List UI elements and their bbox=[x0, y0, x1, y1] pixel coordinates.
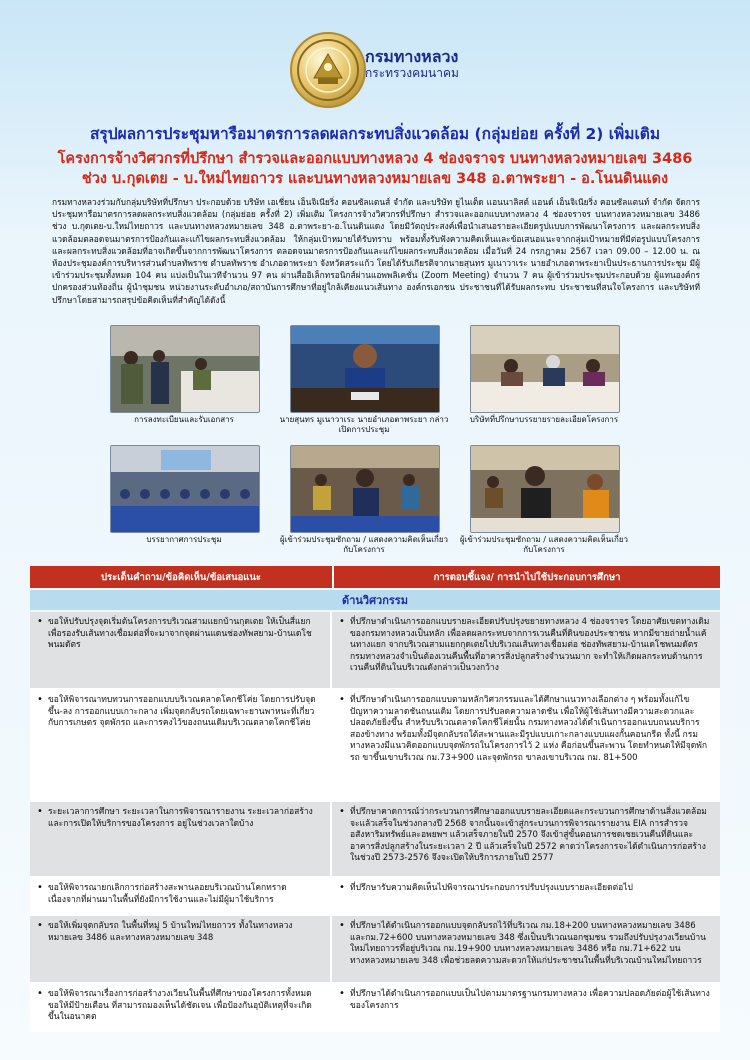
intro-paragraph: กรมทางหลวงร่วมกับกลุ่มบริษัทที่ปรึกษา ประกอบด้วย บริษัท เอเชี่ยน เอ็นจิเนียริ่ง คอนซัลแตนส์ จำกัด และบริษัท ยูไนเต็ด แอนนาลิสต์ แอนด์ เอ็นจิเนียริ่ง คอนซัลแตนท์ จำกัด จัดการประชุมหารือมาตรการลดผลกระทบสิ่งแวดล้อม (กลุ่มย่อย ครั้งที่ 2) เพิ่มเติม โครงการจ้างวิศวกรที่ปรึกษา สำรวจและออกแบบทางหลวง 4 ช่องจราจร บนทางหลวงหมายเลข 3486 ช่วง บ.กุดเตย-บ.ใหม่ไทยถาวร และบนทางหลวงหมายเลข 348 อ.ตาพระยา-อ.โนนดินแดง โดยมีวัตถุประสงค์เพื่อนำเสนอรายละเอียดรูปแบบการพัฒนาโครงการ และผลกระทบสิ่งแวดล้อมตลอดจนมาตรการป้องกันและแก้ไขผลกระทบสิ่งแวดล้อม ให้กลุ่มเป้าหมายได้รับทราบ พร้อมทั้งรับฟังความคิดเห็นและข้อเสนอแนะจากกลุ่มเป้าหมายที่มีต่อรูปแบบโครงการและผลกระทบสิ่งแวดล้อมที่อาจเกิดขึ้นจากการพัฒนาโครงการ ตลอดจนมาตรการป้องกันและแก้ไขผลกระทบสิ่งแวดล้อม เมื่อวันที่ 24 กรกฎาคม 2567 เวลา 09.00 – 12.00 น. ณ ห้องประชุมองค์การบริหารส่วนตำบลทัพราช ตำบลทัพราช อำเภอตาพระยา จังหวัดสระแก้ว โดยได้รับเกียรติจากนายสุนทร มูเนาวาเระ นายอำเภอตาพระยาเป็นประธานการประชุม มีผู้เข้าร่วมประชุมทั้งหมด 104 คน แบ่งเป็นในเวทีจำนวน 97 คน ผ่านสื่ออิเล็กทรอนิกส์ผ่านแอพพลิเคชั่น (Zoom Meeting) จำนวน 7 คน ผู้เข้าร่วมประชุมประกอบด้วย ผู้แทนองค์กรปกครองส่วนท้องถิ่น ผู้นำชุมชน หน่วยงานระดับอำเภอ/สถาบันการศึกษาที่อยู่ใกล้เคียงแนวเส้นทาง องค์กรเอกชน ประชาชนที่ได้รับผลกระทบ ประชาชนที่สนใจโครงการ และบริษัทที่ปรึกษาโดยสามารถสรุปข้อคิดเห็นที่สำคัญได้ดังนี้ bbox=[52, 197, 700, 305]
response-cell: • ที่ปรึกษาดำเนินการออกแบบรายละเอียดปรับปรุงขยายทางหลวง 4 ช่องจราจร โดยอาศัยเขตทางเดิมของกรมทางหลวงเป็นหลัก เพื่อลดผลกระทบจากการเวนคืนที่ดินของประชาชน หากมีขายถ่ายน้ำเเค้นทางแยก จากบริเวณสามแยกกุดเตยไปบริเวณเส้นทางเชื่อมต่อ ช่องทัพสยาม-บ้านเดโชพนมดัตร กรมทางหลวงจำเป็นต้องเวนคืนพื้นที่อาคารสิ่งปลูกสร้างจำนวนมาก จะทำให้เกิดผลกระทบด้านการเวนคืนที่ดินในบริเวณดังกล่าวเป็นวงกว้าง bbox=[332, 612, 720, 688]
response-cell: • ที่ปรึกษาคาดการณ์ว่ากระบวนการศึกษาออกแบบรายละเอียดและกระบวนการศึกษาด้านสิ่งแวดล้อมจะแล้วเสร็จในช่วงกลางปี 2568 จากนั้นจะเข้าสู่กระบวนการพิจารณารายงาน EIA การสำรวจอสังหาริมทรัพย์และอพยพฯ แล้วเสร็จภายในปี 2570 จึงเข้าสู่ขั้นตอนการชดเชยเวนคืนที่ดินและอาคารสิ่งปลูกสร้างในระยะเวลา 2 ปี แล้วเสร็จในปี 2572 คาดว่าโครงการจะได้ดำเนินการก่อสร้างในช่วงปี 2573-2576 จึงจะเปิดให้บริการภายในปี 2577 bbox=[332, 802, 720, 876]
comments-table bbox=[30, 566, 720, 1032]
photo-caption: ผู้เข้าร่วมประชุมซักถาม / แสดงความคิดเห็นเกี่ยวกับโครงการ bbox=[459, 535, 628, 554]
table-row bbox=[30, 982, 720, 1032]
subtitle-line-2: ช่วง บ.กุดเตย - บ.ใหม่ไทยถาวร และบนทางหลวงหมายเลข 348 อ.ตาพระยา - อ.โนนดินแดง bbox=[81, 171, 669, 187]
header-questions: ประเด็นคำถาม/ข้อคิดเห็น/ข้อเสนอแนะ bbox=[30, 566, 334, 588]
question-cell: • ขอให้พิจารณาเรื่องการก่อสร้างวงเวียนในพื้นที่ศึกษาของโครงการทั้งหมด ขอให้มีป้ายเตือน ที่สามารถมองเห็นได้ชัดเจน เพื่อป้องกันอุบัติเหตุที่จะเกิดขึ้นในอนาคต bbox=[30, 984, 332, 1032]
photo-chairperson bbox=[290, 325, 440, 413]
photo-caption: นายสุนทร มูเนาวาเระ นายอำเภอตาพระยา กล่าวเปิดการประชุม bbox=[279, 415, 449, 434]
photo-caption: บรรยากาศการประชุม bbox=[146, 535, 222, 544]
question-cell: • ขอให้พิจารณาทบทวนการออกแบบบริเวณตลาดโคกชีโค่ย โดยการปรับจุดขึ้น-ลง การออกแบบเกาะกลาง เพิ่มจุดกลับรถโดยเฉพาะยานพาหนะที่เกี่ยวกับการเกษตร จุดพักรถ และการคงไว้ของถนนเดิมบริเวณตลาดโคกชีโค่ย bbox=[30, 690, 332, 800]
photo-meeting-atmosphere bbox=[110, 445, 260, 533]
subtitle-line-1: โครงการจ้างวิศวกรที่ปรึกษา สำรวจและออกแบบทางหลวง 4 ช่องจราจร บนทางหลวงหมายเลข 3486 bbox=[57, 151, 693, 167]
org-name: กรมทางหลวง bbox=[365, 47, 459, 66]
photo-participants-question-2 bbox=[470, 445, 620, 533]
photo-caption: บริษัทที่ปรึกษาบรรยายรายละเอียดโครงการ bbox=[469, 415, 619, 424]
organization-name bbox=[365, 48, 459, 81]
table-row bbox=[30, 876, 720, 914]
table-header bbox=[30, 566, 720, 588]
table-row bbox=[30, 914, 720, 982]
section-engineering: ด้านวิศวกรรม bbox=[30, 590, 720, 610]
photo-participants-question-1 bbox=[290, 445, 440, 533]
photo-caption: ผู้เข้าร่วมประชุมซักถาม / แสดงความคิดเห็นเกี่ยวกับโครงการ bbox=[279, 535, 448, 554]
photo-gallery bbox=[110, 325, 630, 565]
response-cell: • ที่ปรึกษาดำเนินการออกแบบตามหลักวิศวกรรมและได้ศึกษาแนวทางเลือกต่าง ๆ พร้อมทั้งแก้ไขปัญหาความลาดชันถนนเดิม โดยการปรับลดความลาดชัน เพื่อให้ผู้ใช้เส้นทางมีความสะดวกและปลอดภัยยิ่งขึ้น สำหรับบริเวณตลาดโคกชีโค่ยนั้น กรมทางหลวงได้ดำเนินการออกแบบถนนบริการสองข้างทาง พร้อมทั้งมีจุดกลับรถใต้สะพานและมีรูปแบบเกาะกลางแบบแผงกั้นคอนกรีต ทั้งนี้ กรมทางหลวงมีแนวคิดออกแบบจุดพักรถในโครงการไว้ 2 แห่ง คือก่อนขึ้นสะพาน โดยทำหนดให้มีจุดพักรถ ขาขึ้นเขาบริเวณ กม.73+900 และจุดพักรถ ขาลงเขาบริเวณ กม. 81+500 bbox=[332, 690, 720, 800]
header bbox=[0, 28, 750, 108]
main-title: สรุปผลการประชุมหารือมาตรการลดผลกระทบสิ่งแวดล้อม (กลุ่มย่อย ครั้งที่ 2) เพิ่มเติม bbox=[89, 125, 661, 143]
photo-consultant-presentation bbox=[470, 325, 620, 413]
question-cell: • ขอให้พิจารณายกเลิกการก่อสร้างสะพานลอยบริเวณบ้านโคกทราด เนื่องจากที่ผ่านมาในพื้นที่ยังมีการใช้งานและไม่มีผู้มาใช้บริการ bbox=[30, 878, 332, 914]
photo-caption: การลงทะเบียนและรับเอกสาร bbox=[134, 415, 234, 424]
department-of-highways-logo bbox=[290, 32, 366, 108]
response-cell: • ที่ปรึกษาได้ดำเนินการออกแบบเป็นไปตามมาตรฐานกรมทางหลวง เพื่อความปลอดภัยต่อผู้ใช้เส้นทางของโครงการ bbox=[332, 984, 720, 1032]
question-cell: • ระยะเวลาการศึกษา ระยะเวลาในการพิจารณารายงาน ระยะเวลาก่อสร้าง และการเปิดให้บริการของโครงการ อยู่ในช่วงเวลาใดบ้าง bbox=[30, 802, 332, 876]
header-responses: การตอบชี้แจง/ การนำไปใช้ประกอบการศึกษา bbox=[433, 571, 621, 583]
response-cell: • ที่ปรึกษาได้ดำเนินการออกแบบจุดกลับรถไว้ที่บริเวณ กม.18+200 บนทางหลวงหมายเลข 3486 และกม.72+600 บนทางหลวงหมายเลข 348 ซึ่งเป็นบริเวณนอกชุมชน รวมถึงปรับปรุงวงเวียนบ้านใหม่ไทยถาวรที่อยู่บริเวณ กม.19+900 บนทางหลวงหมายเลข 3486 หรือ กม.71+622 บนทางหลวงหมายเลข 348 เพื่อช่วยลดความสะดวกให้แก่ประชาชนในพื้นที่บริเวณบ้านใหม่ไทยถาวร bbox=[332, 916, 720, 982]
response-cell: • ที่ปรึกษารับความคิดเห็นไปพิจารณาประกอบการปรับปรุงแบบรายละเอียดต่อไป bbox=[332, 878, 720, 914]
question-cell: • ขอให้เพิ่มจุดกลับรถ ในพื้นที่หมู่ 5 บ้านใหม่ไทยถาวร ทั้งในทางหลวงหมายเลข 3486 และทางหลวงหมายเลข 348 bbox=[30, 916, 332, 982]
table-row bbox=[30, 612, 720, 688]
question-cell: • ขอให้ปรับปรุงจุดเริ่มต้นโครงการบริเวณสามแยกบ้านกุดเตย ให้เป็นสี่แยก เพื่อรองรับเส้นทางเชื่อมต่อที่จะมาจากจุดผ่านแดนช่องทัพสยาม-บ้านเดโชพนมดัตร bbox=[30, 612, 332, 688]
table-row bbox=[30, 800, 720, 876]
photo-registration bbox=[110, 325, 260, 413]
org-ministry: กระทรวงคมนาคม bbox=[365, 66, 459, 80]
table-row bbox=[30, 688, 720, 800]
